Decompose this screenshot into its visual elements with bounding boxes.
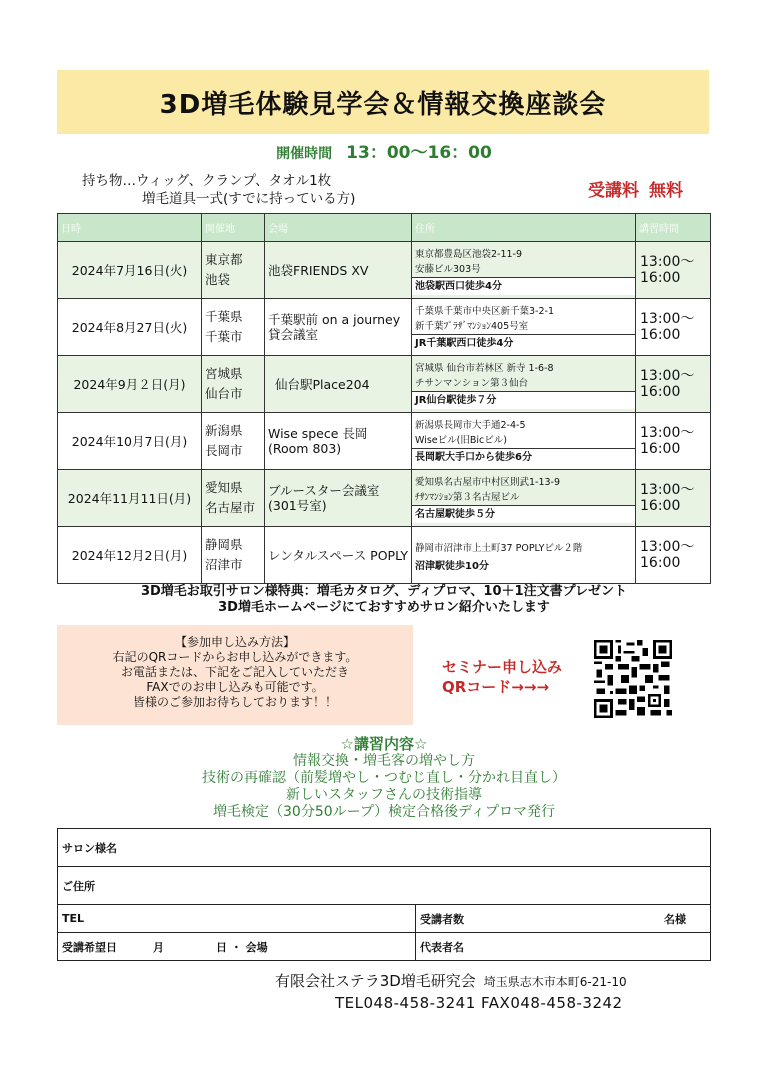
- apply-line: お電話または、下記をご記入していただき: [120, 665, 349, 679]
- row-date: 2024年7月16日(火): [58, 242, 202, 299]
- address-field[interactable]: [58, 867, 711, 905]
- salon-benefits: [0, 584, 768, 616]
- row-time: [636, 356, 711, 413]
- row-time-start: 13:00〜: [640, 539, 695, 555]
- course-line: 技術の再確認（前髪増やし・つむじ直し・分かれ目直し）: [202, 770, 566, 786]
- row-city: 沼津市: [205, 557, 243, 572]
- day-venue-label: 日 ・ 会場: [216, 940, 268, 954]
- fee-value: 無料: [649, 181, 683, 201]
- row-location: [202, 242, 265, 299]
- seminar-qr-label: [442, 657, 562, 697]
- row-time: [636, 242, 711, 299]
- seminar-line-2: QRコード→→→: [442, 678, 550, 696]
- row-venue: レンタルスペース POPLY: [265, 527, 412, 584]
- title-banner: [57, 70, 709, 134]
- row-date: 2024年11月11日(月): [58, 470, 202, 527]
- row-addr2: Wiseビル(旧Bicビル): [415, 434, 507, 446]
- form-row-address: [58, 867, 711, 905]
- row-time-start: 13:00〜: [640, 482, 695, 498]
- course-content: [0, 736, 768, 821]
- row-pref: 静岡県: [205, 537, 243, 552]
- items-to-bring: [82, 172, 355, 208]
- row-venue: 仙台駅Place204: [265, 356, 412, 413]
- apply-line: 皆様のご参加お待ちしております！！: [132, 695, 337, 709]
- seminar-line-1: セミナー申し込み: [442, 658, 563, 676]
- header-time: 講習時間: [636, 214, 711, 242]
- row-access: 名古屋駅徒歩５分: [412, 505, 635, 523]
- company-info: [275, 972, 627, 991]
- application-method-box: [57, 625, 413, 725]
- row-city: 千葉市: [205, 329, 243, 344]
- row-addr2: チサンマンション第３仙台: [415, 377, 529, 389]
- row-time-end: 16:00: [640, 327, 681, 343]
- address-label: ご住所: [62, 879, 95, 893]
- row-city: 名古屋市: [205, 500, 256, 515]
- row-addr2: ﾁｻﾝﾏﾝｼｮﾝ第３名古屋ビル: [415, 491, 520, 503]
- header-date: 日時: [58, 214, 202, 242]
- row-addr1: 新潟県長岡市大手通2-4-5: [415, 419, 526, 431]
- benefits-line-1: 3D増毛お取引サロン様特典：増毛カタログ、ディプロマ、10＋1注文書プレゼント: [140, 584, 628, 599]
- tel-field[interactable]: [58, 905, 416, 933]
- row-city: 長岡市: [205, 443, 243, 458]
- header-location: 開催地: [202, 214, 265, 242]
- row-venue: Wise spece 長岡 (Room 803): [265, 413, 412, 470]
- fee-label: 受講料: [588, 181, 639, 201]
- row-addr1: 静岡市沼津市上土町37 POPLYビル２階: [415, 542, 583, 554]
- row-addr2: 安藤ビル303号: [415, 263, 481, 275]
- row-time: [636, 527, 711, 584]
- row-location: [202, 470, 265, 527]
- row-addr2: 新千葉ﾌﾟﾗｻﾞﾏﾝｼｮﾝ405号室: [415, 320, 529, 332]
- event-hours: [0, 138, 768, 163]
- company-contact: TEL048-458-3241 FAX048-458-3242: [335, 994, 623, 1012]
- row-time-end: 16:00: [640, 498, 681, 514]
- table-row: [58, 527, 711, 584]
- row-city: 仙台市: [205, 386, 243, 401]
- row-pref: 愛知県: [205, 480, 243, 495]
- application-form: [57, 828, 711, 961]
- form-row-tel: [58, 905, 711, 933]
- row-location: [202, 356, 265, 413]
- page-title: 3D増毛体験見学会＆情報交換座談会: [159, 89, 607, 120]
- representative-field[interactable]: [416, 933, 711, 961]
- course-title: ☆講習内容☆: [340, 735, 428, 753]
- row-pref: 新潟県: [205, 423, 243, 438]
- apply-line: FAXでのお申し込みも可能です。: [146, 680, 324, 694]
- row-access: 池袋駅西口徒歩4分: [412, 277, 635, 295]
- row-date: 2024年12月2日(月): [58, 527, 202, 584]
- row-addr1: 宮城県 仙台市若林区 新寺 1-6-8: [415, 362, 554, 374]
- row-address: [412, 470, 636, 527]
- row-location: [202, 413, 265, 470]
- row-addr1: 千葉県千葉市中央区新千葉3-2-1: [415, 305, 554, 317]
- course-line: 増毛検定（30分50ループ）検定合格後ディプロマ発行: [213, 804, 555, 820]
- month-label: 月: [153, 940, 164, 954]
- course-line: 新しいスタッフさんの技術指導: [286, 787, 482, 803]
- schedule-header-row: [58, 214, 711, 242]
- row-time-start: 13:00〜: [640, 425, 695, 441]
- attendees-unit: 名様: [664, 912, 686, 926]
- date-label: 受講希望日: [62, 940, 117, 954]
- row-access: 長岡駅大手口から徒歩6分: [412, 448, 635, 466]
- row-time-end: 16:00: [640, 555, 681, 571]
- row-time-end: 16:00: [640, 384, 681, 400]
- row-pref: 千葉県: [205, 309, 243, 324]
- items-line-2: 増毛道具一式(すでに持っている方): [142, 191, 356, 207]
- date-venue-field[interactable]: [58, 933, 416, 961]
- row-time: [636, 470, 711, 527]
- row-time-start: 13:00〜: [640, 311, 695, 327]
- hours-value: 13：00〜16：00: [346, 143, 492, 163]
- row-access: JR千葉駅西口徒歩4分: [412, 334, 635, 352]
- company-name: 有限会社ステラ3D増毛研究会: [275, 972, 476, 990]
- row-date: 2024年8月27日(火): [58, 299, 202, 356]
- row-address: [412, 527, 636, 584]
- apply-title: 【参加申し込み方法】: [174, 635, 295, 649]
- row-city: 池袋: [205, 272, 231, 287]
- table-row: [58, 356, 711, 413]
- row-time: [636, 413, 711, 470]
- form-row-date: [58, 933, 711, 961]
- salon-name-field[interactable]: [58, 829, 711, 867]
- row-time-end: 16:00: [640, 270, 681, 286]
- qr-code-icon[interactable]: [594, 640, 672, 718]
- row-date: 2024年9月２日(月): [58, 356, 202, 413]
- row-address: [412, 242, 636, 299]
- course-line: 情報交換・増毛客の増やし方: [293, 753, 475, 769]
- header-venue: 会場: [265, 214, 412, 242]
- items-line-1: 持ち物…ウィッグ、クランプ、タオル1枚: [82, 173, 332, 189]
- form-row-salon: [58, 829, 711, 867]
- table-row: [58, 413, 711, 470]
- row-location: [202, 527, 265, 584]
- representative-label: 代表者名: [420, 940, 464, 954]
- row-location: [202, 299, 265, 356]
- row-pref: 東京都: [205, 252, 243, 267]
- row-access: 沼津駅徒歩10分: [412, 558, 635, 575]
- row-address: [412, 413, 636, 470]
- row-venue: ブルースター会議室 (301号室): [265, 470, 412, 527]
- row-time-start: 13:00〜: [640, 368, 695, 384]
- row-date: 2024年10月7日(月): [58, 413, 202, 470]
- row-address: [412, 299, 636, 356]
- tel-label: TEL: [62, 912, 85, 925]
- row-addr1: 東京都豊島区池袋2-11-9: [415, 248, 523, 260]
- row-time-end: 16:00: [640, 441, 681, 457]
- row-time: [636, 299, 711, 356]
- attendees-field[interactable]: [416, 905, 711, 933]
- salon-name-label: サロン様名: [62, 841, 117, 855]
- row-pref: 宮城県: [205, 366, 243, 381]
- row-addr1: 愛知県名古屋市中村区則武1-13-9: [415, 476, 561, 488]
- attendees-label: 受講者数: [420, 912, 464, 926]
- benefits-line-2: 3D増毛ホームページにておすすめサロン紹介いたします: [218, 600, 550, 615]
- header-address: 住所: [412, 214, 636, 242]
- row-time-start: 13:00〜: [640, 254, 695, 270]
- company-address: 埼玉県志木市本町6-21-10: [483, 975, 627, 989]
- row-address: [412, 356, 636, 413]
- row-venue: 千葉駅前 on a journey貸会議室: [265, 299, 412, 356]
- table-row: [58, 242, 711, 299]
- row-venue: 池袋FRIENDS XV: [265, 242, 412, 299]
- apply-line: 右記のQRコードからお申し込みができます。: [112, 650, 358, 664]
- hours-label: 開催時間: [276, 146, 333, 162]
- row-access: JR仙台駅徒歩７分: [412, 391, 635, 409]
- table-row: [58, 470, 711, 527]
- schedule-table: [57, 213, 711, 584]
- fee-notice: [588, 176, 683, 201]
- table-row: [58, 299, 711, 356]
